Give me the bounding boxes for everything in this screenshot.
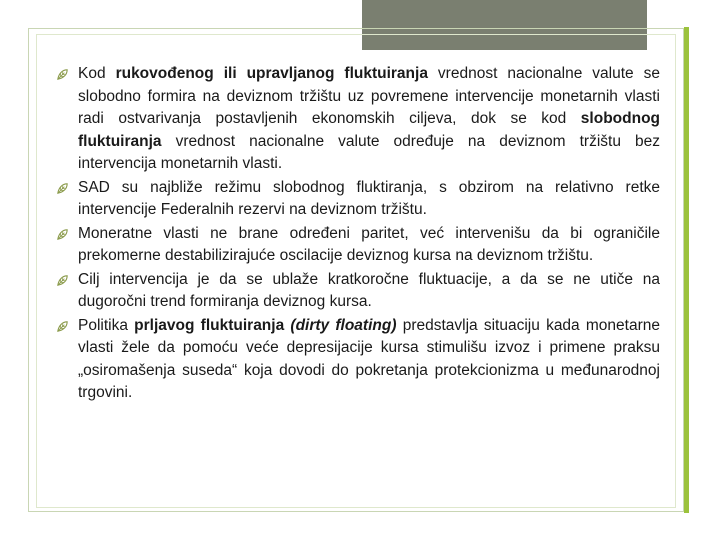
leaf-bullet-icon xyxy=(56,274,69,287)
bullet-text-segment: (dirty floating) xyxy=(290,316,397,334)
leaf-bullet-icon xyxy=(56,68,69,81)
bullet-text-segment: Cilj intervencija je da se ublaže kratkoročne fluktuacije, a da se ne utiče na dugoročni trend formiranja deviznog kursa. xyxy=(78,270,660,310)
bullet-text-segment: Kod xyxy=(78,65,116,82)
bullet-text-segment: Politika xyxy=(78,316,135,334)
bullet-item xyxy=(52,177,660,222)
bullet-text-segment: vrednost nacionalne valute se slobodno formira na deviznom tržištu uz povremene intervencije monetarnih vlasti radi ostvarivanja postavljenih ekonomskih ciljeva, dok se kod xyxy=(78,65,660,127)
bullet-text-segment: rukovođenog ili upravljanog fluktuiranja xyxy=(115,65,428,82)
bullet-text-segment: SAD su najbliže režimu slobodnog fluktiranja, s obzirom na relativno retke intervencije Federalnih rezervi na deviznom tržištu. xyxy=(78,178,660,218)
bullet-list xyxy=(52,63,660,406)
bullet-text-segment: predstavlja situaciju kada monetarne vlasti žele da pomoću veće depresijacije kursa stimulišu izvoz i primene praksu „osiromašenja suseda“ koja dovodi do pokretanja protekcionizma u međunarodnoj trgovini. xyxy=(78,316,660,401)
bullet-text-segment: Moneratne vlasti ne brane određeni paritet, već intervenišu da bi ograničile prekomerne destabilizirajuće oscilacije deviznog kursa na deviznom tržištu. xyxy=(78,224,660,264)
bullet-item xyxy=(52,269,660,314)
bullet-item xyxy=(52,223,660,268)
bullet-item xyxy=(52,63,660,176)
leaf-bullet-icon xyxy=(56,320,69,333)
leaf-bullet-icon xyxy=(56,182,69,195)
leaf-bullet-icon xyxy=(56,228,69,241)
bullet-item xyxy=(52,315,660,405)
bullet-text-segment: slobodnog fluktuiranja xyxy=(78,110,660,150)
bullet-text-segment: vrednost nacionalne valute određuje na deviznom tržištu bez intervencija monetarnih vlasti. xyxy=(78,132,660,172)
bullet-text-segment: prljavog fluktuiranja xyxy=(134,316,285,334)
accent-bar xyxy=(684,27,689,513)
